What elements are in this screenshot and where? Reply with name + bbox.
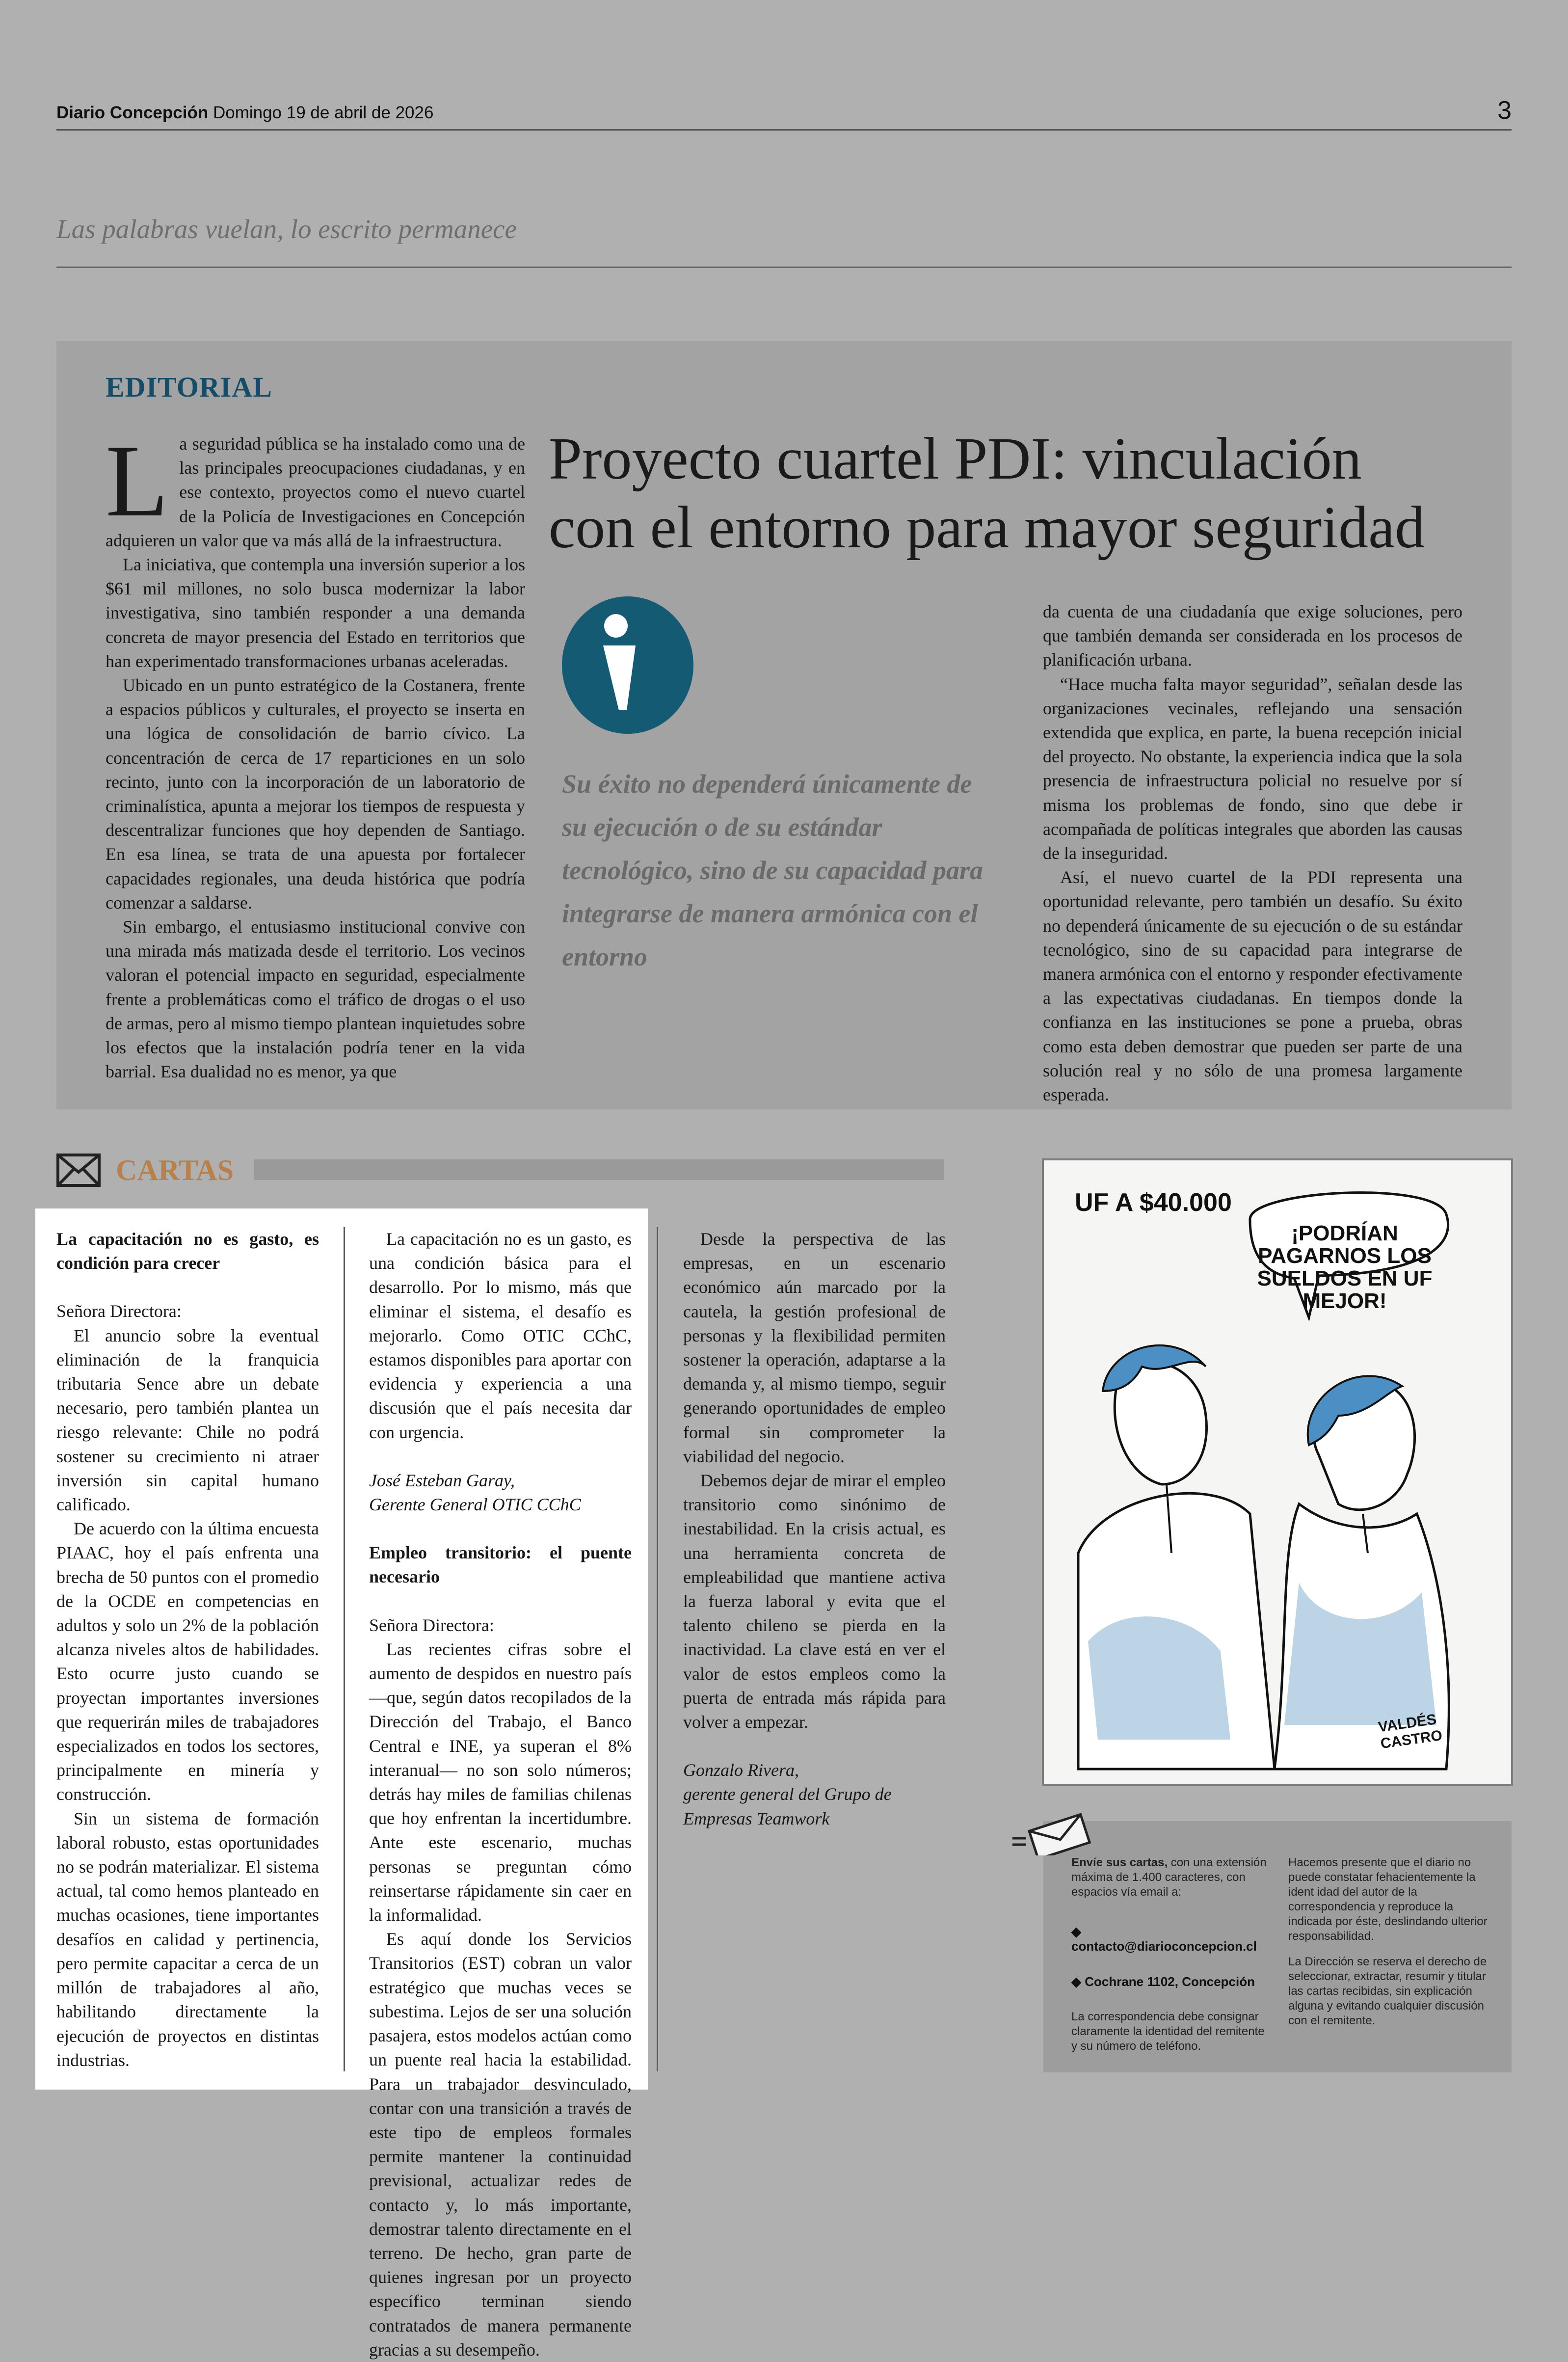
letter-paragraph: Debemos dejar de mirar el empleo transitorio como sinónimo de inestabilidad. En la crisis actual, es una herramienta concreta de empleabilidad que mantiene activa la fuerza laboral y evita que el talento chileno se pierda en la inactividad. La clave está en ver el valor de estos empleos como la puerta de entrada más rápida para volver a empezar.	[683, 1471, 946, 1732]
submission-lead: Envíe sus cartas,	[1071, 1856, 1168, 1869]
letter-salutation: Señora Directora:	[369, 1615, 494, 1635]
letter-paragraph: Las recientes cifras sobre el aumento de despidos en nuestro país —que, según datos recopilados de la Dirección del Trabajo, el Banco Central e INE, ya superan el 8% interanual— no son solo números; detrás hay miles de familias chilenas que hoy enfrentan la incertidumbre. Ante este escenario, muchas personas se preguntan cómo reinsertarse rápidamente sin caer en la informalidad.	[369, 1639, 632, 1925]
letters-column-1	[56, 1227, 319, 2072]
submission-lead-rest: con una extensión máxima de 1.400 caracteres, con espacios vía email a:	[1071, 1856, 1267, 1899]
email-address[interactable]: contacto@diarioconcepcion.cl	[1071, 1939, 1257, 1954]
letter-author-role: gerente general del Grupo de	[683, 1784, 892, 1804]
disclaimer-1: Hacemos presente que el diario no puede constatar fehacientemente la ident idad del autor de la correspondencia y reproduce la indicada por éste, deslindando ulterior responsabilidad.	[1288, 1856, 1488, 1943]
editorial-column-1	[106, 424, 525, 1084]
letter-paragraph: La capacitación no es un gasto, es una condición básica para el desarrollo. Por lo mismo, más que eliminar el sistema, el desafío es mejorarlo. Como OTIC CChC, estamos disponibles para aportar con evidencia y experiencia a una discusión que el país necesita dar con urgencia.	[369, 1229, 632, 1442]
letter-author: Gonzalo Rivera,	[683, 1760, 799, 1780]
editorial-headline	[549, 425, 1506, 562]
letter-paragraph: Es aquí donde los Servicios Transitorios (EST) cobran un valor estratégico que muchas veces se subestima. Lejos de ser una solución pasajera, estos modelos actúan como un puente real hacia la estabilidad. Para un trabajador desvinculado, contar con una transición a través de este tipo de empleos formales permite mantener la continuidad previsional, actualizar redes de contacto y, lo más importante, demostrar talento directamente en el terreno. De hecho, gran parte de quienes ingresan por un proyecto específico terminan siendo contratados de manera permanente gracias a su desempeño.	[369, 1929, 632, 2360]
header-rule	[56, 129, 1512, 131]
info-glyph	[562, 596, 693, 734]
drop-cap: L	[106, 424, 169, 538]
editorial-column-3	[1043, 600, 1462, 1107]
letters-column-3	[683, 1227, 946, 1831]
cartoon-speech: ¡PODRÍAN PAGARNOS LOS SUELDOS EN UF MEJOR!	[1257, 1221, 1433, 1313]
masthead	[56, 103, 433, 123]
letter-paragraph: El anuncio sobre la eventual eliminación de la franquicia tributaria Sence abre un debate necesario, pero también plantea un riesgo relevante: Chile no podrá sostener su crecimiento ni atraer inversión sin capital humano calificado.	[56, 1325, 319, 1515]
editorial-paragraph: Ubicado en un punto estratégico de la Costanera, frente a espacios públicos y culturales, el proyecto se inserta en una lógica de consolidación de barrio cívico. La concentración de cerca de 17 reparticiones en un solo recinto, junto con la incorporación de un laboratorio de criminalística, apunta a mejorar los tiempos de respuesta y descentralizar funciones que hoy dependen de Santiago. En esa línea, se trata de una apuesta por fortalecer capacidades regionales, una deuda histórica que podría comenzar a saldarse.	[106, 675, 525, 913]
cartas-label: CARTAS	[116, 1154, 234, 1186]
editorial-paragraph: a seguridad pública se ha instalado como una de las principales preocupaciones ciudadanas, y en ese contexto, proyectos como el nuevo cuartel de la Policía de Investigaciones en Concepción adquieren un valor que va más allá de la infraestructura.	[106, 434, 525, 550]
editorial-paragraph: Sin embargo, el entusiasmo institucional convive con una mirada más matizada desde el territorio. Los vecinos valoran el potencial impacto en seguridad, especialmente frente a problemáticas como el tráfico de drogas o el uso de armas, pero al mismo tiempo plantean inquietudes sobre los efectos que la instalación podría tener en la vida barrial. Esa dualidad no es menor, ya que	[106, 917, 525, 1082]
envelope-icon	[1012, 1811, 1093, 1855]
info-icon	[562, 596, 693, 734]
section-tagline: Las palabras vuelan, lo escrito permanece	[56, 214, 517, 244]
pull-quote: Su éxito no dependerá únicamente de su ejecución o de su estándar tecnológico, sino de su capacidad para integrarse de manera armónica con el entorno	[562, 769, 983, 971]
editorial-paragraph: “Hace mucha falta mayor seguridad”, señalan desde las organizaciones vecinales, reflejando una sensación extendida que explica, en parte, la buena recepción inicial del proyecto. No obstante, la experiencia indica que la sola presencia de infraestructura policial no resuelve por sí misma los problemas de fondo, sino que debe ir acompañada de políticas integrales que aborden las causas de la inseguridad.	[1043, 674, 1462, 863]
letter-salutation: Señora Directora:	[56, 1301, 182, 1321]
disclaimer-2: La Dirección se reserva el derecho de seleccionar, extractar, resumir y titular las cartas recibidas, sin explicación alguna y evitando cualquier discusión con el remitente.	[1288, 1955, 1487, 2027]
contact-email[interactable]: ◆ contacto@diarioconcepcion.cl	[1071, 1924, 1257, 1954]
cartas-bar	[254, 1159, 944, 1180]
letter-paragraph: Sin un sistema de formación laboral robusto, estas oportunidades no se podrán materializar. El sistema actual, tal como hemos planteado en muchas ocasiones, tiene importantes desafíos en calidad y pertinencia, pero permite capacitar a cerca de un millón de trabajadores al año, habilitando directamente la ejecución de proyectos en distintas industrias.	[56, 1808, 319, 2070]
street-address: Cochrane 1102, Concepción	[1085, 1974, 1255, 1989]
paper-name: Diario Concepción	[56, 103, 209, 122]
envelope-icon	[56, 1154, 101, 1187]
column-divider	[344, 1227, 345, 2071]
editorial-paragraph: da cuenta de una ciudadanía que exige soluciones, pero que también demanda ser considerada en los procesos de planificación urbana.	[1043, 602, 1462, 670]
contact-address: ◆ Cochrane 1102, Concepción	[1071, 1974, 1255, 1989]
letter-title: La capacitación no es gasto, es condición para crecer	[56, 1229, 319, 1273]
letter-title: Empleo transitorio: el puente necesario	[369, 1543, 632, 1587]
submission-disclaimer	[1288, 1855, 1492, 2028]
issue-date: Domingo 19 de abril de 2026	[213, 103, 434, 122]
letters-column-2	[369, 1227, 632, 2362]
cartoon-signature: VALDÉS CASTRO	[1377, 1711, 1443, 1752]
column-divider	[657, 1227, 658, 2071]
editorial-label: EDITORIAL	[106, 371, 272, 403]
letter-paragraph: De acuerdo con la última encuesta PIAAC, hoy el país enfrenta una brecha de 50 puntos con el promedio de la OCDE en competencias en adultos y solo un 2% de la población alcanza niveles altos de habilidades. Esto ocurre justo cuando se proyectan importantes inversiones que requerirán miles de trabajadores especializados en todos los sectores, principalmente en minería y construcción.	[56, 1519, 319, 1804]
headline-line-2: con el entorno para mayor seguridad	[549, 494, 1425, 561]
cartoon-title: UF A $40.000	[1075, 1188, 1232, 1217]
letter-paragraph: Desde la perspectiva de las empresas, en un escenario económico aún marcado por la cautela, la gestión profesional de personas y la flexibilidad permiten sostener la operación, adaptarse a la demanda y, al mismo tiempo, seguir generando oportunidades de empleo formal sin comprometer la viabilidad del negocio.	[683, 1229, 946, 1466]
headline-line-1: Proyecto cuartel PDI: vinculación	[549, 426, 1362, 492]
page-number: 3	[1497, 96, 1512, 125]
submission-note: La correspondencia debe consignar claramente la identidad del remitente y su número de teléfono.	[1071, 2010, 1265, 2053]
editorial-paragraph: La iniciativa, que contempla una inversión superior a los $61 mil millones, no solo busca modernizar la labor investigativa, sino también responder a una demanda concreta de mayor presencia del Estado en territorios que han experimentado transformaciones urbanas aceleradas.	[106, 555, 525, 671]
letter-author: José Esteban Garay,	[369, 1470, 515, 1490]
letter-author-role: Empresas Teamwork	[683, 1808, 830, 1828]
tagline-rule	[56, 267, 1512, 268]
submission-instructions	[1071, 1855, 1270, 2054]
letter-author-role: Gerente General OTIC CChC	[369, 1495, 581, 1515]
editorial-paragraph: Así, el nuevo cuartel de la PDI representa una oportunidad relevante, pero también un desafío. Su éxito no dependerá únicamente de su ejecución o de su estándar tecnológico, sino de su capacidad para integrarse de manera armónica con el entorno y responder efectivamente a las expectativas ciudadanas. En tiempos donde la confianza en las instituciones se pone a prueba, obras como esta deben demostrar que pueden ser parte de una solución real y no sólo de una promesa largamente esperada.	[1043, 867, 1462, 1105]
